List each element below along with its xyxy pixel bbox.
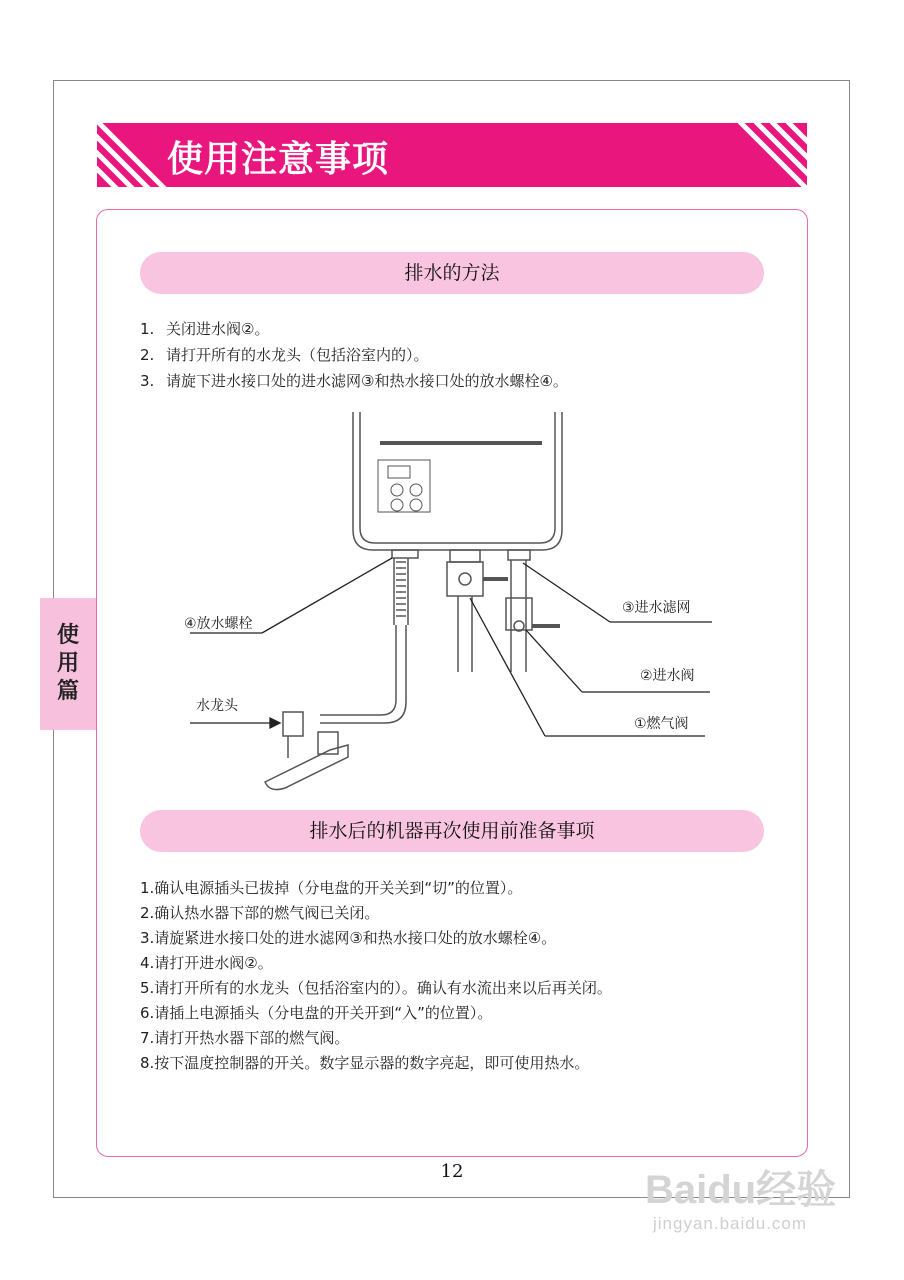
list-item-number: 1. [140,320,155,338]
section2-heading: 排水后的机器再次使用前准备事项 [140,810,764,852]
list-item [140,368,568,394]
callout-leaders [190,558,712,736]
inlet-filter-label: ③进水滤网 [622,600,691,616]
list-item: 5.请打开所有的水龙头（包括浴室内的）。确认有水流出来以后再关闭。 [140,979,612,997]
list-item [140,342,568,368]
list-item: 2.确认热水器下部的燃气阀已关闭。 [140,904,380,922]
section1-heading: 排水的方法 [140,252,764,294]
water-heater-diagram [170,410,730,800]
stripe-decoration-left [97,123,177,187]
list-item: 7.请打开热水器下部的燃气阀。 [140,1029,350,1047]
page-title: 使用注意事项 [167,139,390,180]
header-band [97,123,807,187]
side-tab-char: 篇 [56,679,79,704]
baidu-watermark [645,1148,855,1248]
drain-bolt-label: ④放水螺栓 [184,616,253,632]
list-item: 6.请插上电源插头（分电盘的开关开到“入”的位置）。 [140,1004,493,1022]
inlet-valve-label: ②进水阀 [640,668,695,684]
list-item: 4.请打开进水阀②。 [140,954,273,972]
list-item-number: 3. [140,372,155,390]
list-item-number: 2. [140,346,155,364]
list-item-text: 请旋下进水接口处的进水滤网③和热水接口处的放水螺栓④。 [166,372,568,390]
list-item: 3.请旋紧进水接口处的进水滤网③和热水接口处的放水螺栓④。 [140,929,557,947]
side-tab-char: 用 [56,651,79,676]
list-item-text: 关闭进水阀②。 [166,320,270,338]
side-tab [40,598,96,730]
watermark-url: jingyan.baidu.com [653,1214,808,1233]
page-number: 12 [440,1161,464,1182]
gas-valve-label: ①燃气阀 [634,716,689,732]
list-item-text: 请打开所有的水龙头（包括浴室内的）。 [166,346,429,364]
faucet-label: 水龙头 [196,698,238,714]
list-item [140,316,568,342]
stripe-decoration-right [727,123,807,187]
watermark-logo: Baidu经验 [645,1168,837,1212]
list-item: 8.按下温度控制器的开关。数字显示器的数字亮起，即可使用热水。 [140,1054,590,1072]
side-tab-char: 使 [56,623,79,648]
section2-list [140,876,612,1076]
section1-list [140,316,568,394]
list-item: 1.确认电源插头已拔掉（分电盘的开关关到“切”的位置）。 [140,879,523,897]
water-heater-unit [353,412,562,550]
